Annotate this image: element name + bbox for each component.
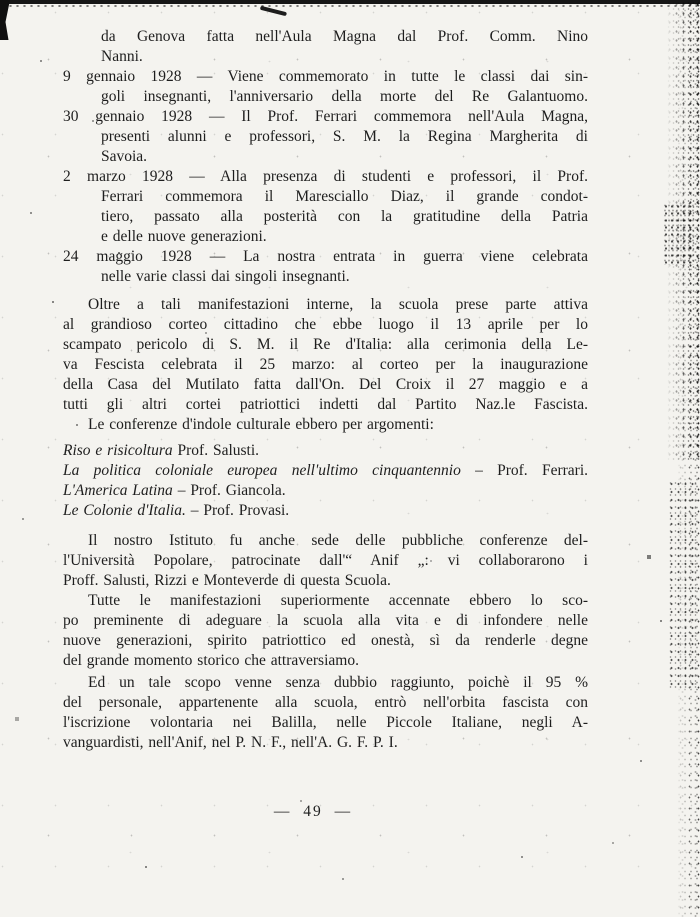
scan-specks <box>0 0 2 2</box>
text-line <box>63 415 588 435</box>
text-line <box>63 531 588 551</box>
paragraph-block <box>63 673 588 753</box>
text-line <box>63 651 588 671</box>
text-line <box>63 395 588 415</box>
text-line <box>63 501 588 521</box>
text-segment: Tutte le manifestazioni superiormente accennate ebbero lo sco- <box>88 592 588 609</box>
text-line <box>63 107 588 127</box>
text-line <box>63 693 588 713</box>
italic-text-segment: L'America Latina <box>63 482 173 499</box>
scan-artifact-top-edge <box>0 0 700 4</box>
italic-text-segment: La politica coloniale europea nell'ultimo cinquantennio <box>63 462 461 479</box>
text-line <box>63 441 588 461</box>
text-segment: al grandioso corteo cittadino che ebbe luogo il 13 aprile per lo <box>63 316 588 333</box>
text-segment: goli insegnanti, l'anniversario della morte del Re Galantuomo. <box>101 88 588 105</box>
text-segment: del grande momento storico che attraversiamo. <box>63 652 359 669</box>
text-segment: della Casa del Mutilato fatta dall'On. Del Croix il 27 maggio e a <box>63 376 588 393</box>
scan-noise-patch <box>668 480 698 690</box>
text-segment: vanguardisti, nell'Anif, nel P. N. F., nell'A. G. F. P. I. <box>63 734 398 751</box>
text-line <box>63 335 588 355</box>
text-line <box>63 207 588 227</box>
text-segment: scampato pericolo di S. M. il Re d'Italia: alla cerimonia della Le- <box>63 336 588 353</box>
text-line <box>63 375 588 395</box>
text-line <box>63 247 588 267</box>
page-number: — 49 — <box>273 803 353 820</box>
text-segment: – Prof. Ferrari. <box>460 462 589 479</box>
text-segment: tiero, passato alla posterità con la gratitudine della Patria <box>101 208 588 225</box>
scan-noise-right-edge <box>676 0 700 917</box>
text-segment: Nanni. <box>101 48 143 65</box>
text-line <box>63 591 588 611</box>
italic-text-segment: Le Colonie d'Italia. <box>63 502 186 519</box>
text-line <box>63 267 588 287</box>
text-segment: po preminente di adeguare la scuola alla vita e di infondere nelle <box>63 612 588 629</box>
paragraph-block <box>63 441 588 521</box>
paragraph-block <box>63 27 588 287</box>
scan-noise-patch <box>663 203 695 265</box>
text-line <box>63 571 588 591</box>
text-line <box>63 295 588 315</box>
text-line <box>63 147 588 167</box>
text-segment: nuove generazioni, spirito patriottico ed onestà, sì da renderle degne <box>63 632 588 649</box>
text-segment: l'iscrizione volontaria nei Balilla, nelle Piccole Italiane, negli A- <box>63 714 588 731</box>
text-segment: Le conferenze d'indole culturale ebbero per argomenti: <box>88 416 434 433</box>
text-segment: – Prof. Giancola. <box>172 482 286 499</box>
text-line <box>63 167 588 187</box>
paragraph-block <box>63 295 588 435</box>
text-line <box>63 127 588 147</box>
text-segment: l'Università Popolare, patrocinate dall'“ Anif „: vi collaborarono i <box>63 552 588 569</box>
text-segment: 24 maggio 1928 — La nostra entrata in guerra viene celebrata <box>63 248 588 265</box>
text-segment: presenti alunni e professori, S. M. la Regina Margherita di <box>101 128 588 145</box>
text-line <box>63 631 588 651</box>
text-segment: Savoia. <box>101 148 148 165</box>
text-line <box>63 355 588 375</box>
text-line <box>63 27 588 47</box>
text-line <box>63 611 588 631</box>
text-line <box>63 733 588 753</box>
text-segment: del personale, appartenente alla scuola, entrò nell'orbita fascista con <box>63 694 588 711</box>
page-text <box>63 27 588 753</box>
text-segment: Proff. Salusti, Rizzi e Monteverde di questa Scuola. <box>63 572 391 589</box>
text-segment: – Prof. Provasi. <box>185 502 290 519</box>
text-segment: Ferrari commemora il Maresciallo Diaz, il grande condot- <box>101 188 588 205</box>
text-line <box>63 551 588 571</box>
text-line <box>63 461 588 481</box>
text-line <box>63 481 588 501</box>
text-line <box>63 67 588 87</box>
scan-artifact-top-left-corner <box>0 0 10 40</box>
text-segment: 9 gennaio 1928 — Viene commemorato in tutte le classi dai sin- <box>63 68 588 85</box>
pen-mark <box>260 6 287 16</box>
scan-noise-right-edge-top <box>666 0 700 460</box>
text-segment: tutti gli altri cortei patriottici indetti dal Partito Naz.le Fascista. <box>63 396 588 413</box>
text-segment: e delle nuove generazioni. <box>101 228 267 245</box>
text-line <box>63 315 588 335</box>
text-segment: 30 gennaio 1928 — Il Prof. Ferrari commemora nell'Aula Magna, <box>63 108 588 125</box>
text-segment: Oltre a tali manifestazioni interne, la scuola prese parte attiva <box>88 296 588 313</box>
text-segment: va Fescista celebrata il 25 marzo: al corteo per la inaugurazione <box>63 356 588 373</box>
text-line <box>63 187 588 207</box>
text-line <box>63 47 588 67</box>
text-segment: Il nostro Istituto fu anche sede delle pubbliche conferenze del- <box>88 532 588 549</box>
text-line <box>63 713 588 733</box>
paragraph-block <box>63 531 588 671</box>
text-line <box>63 87 588 107</box>
text-line <box>63 227 588 247</box>
text-line <box>63 673 588 693</box>
text-segment: Prof. Salusti. <box>172 442 260 459</box>
text-segment: da Genova fatta nell'Aula Magna dal Prof. Comm. Nino <box>101 28 588 45</box>
text-segment: Ed un tale scopo venne senza dubbio raggiunto, poichè il 95 % <box>88 674 588 691</box>
italic-text-segment: Riso e risicoltura <box>63 442 173 459</box>
text-segment: 2 marzo 1928 — Alla presenza di studenti e professori, il Prof. <box>63 168 588 185</box>
text-segment: nelle varie classi dai singoli insegnanti. <box>101 268 350 285</box>
